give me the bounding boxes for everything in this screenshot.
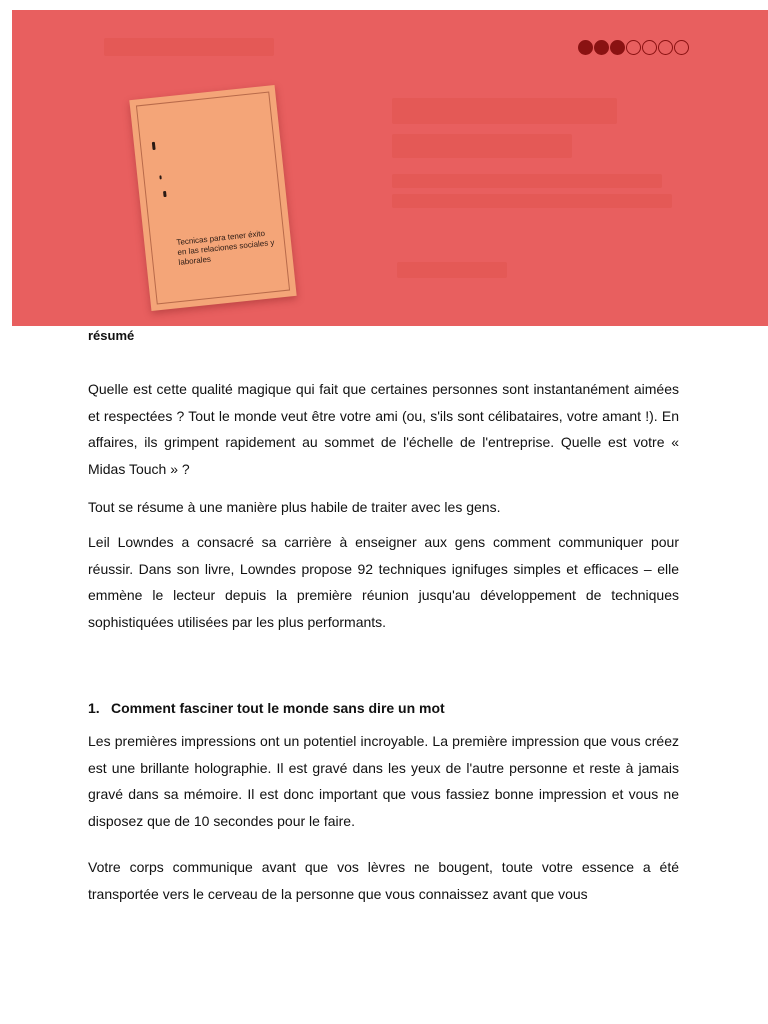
banner-ghost-text [392,98,617,124]
banner-ghost-text [392,174,662,188]
book-cover-mark [163,191,167,197]
paragraph: Leil Lowndes a consacré sa carrière à enseigner aux gens comment communiquer pour réussir. Dans son livre, Lowndes propose 92 techniques ignifuges simples et efficaces – elle emmène le lecteur depuis la première réunion jusqu'au développement de techniques sophistiquées utilisées par les plus performants. [88,534,679,630]
banner-ghost-text [392,194,672,208]
rating-dot-empty [658,40,673,55]
paragraph: Les premières impressions ont un potentiel incroyable. La première impression que vous créez est une brillante holographie. Il est gravé dans les yeux de l'autre personne et reste à jamais gravé dans sa mémoire. Il est donc important que vous fassiez bonne impression et vous ne disposez que de 10 secondes pour le faire. [88,733,679,829]
book-cover-text: Tecnicas para tener éxito en las relaciones sociales y laborales [175,228,275,267]
rating-dot-empty [626,40,641,55]
paragraph: Tout se résume à une manière plus habile de traiter avec les gens. [88,499,501,515]
rating-dot-filled [610,40,625,55]
paragraph: Votre corps communique avant que vos lèvres ne bougent, toute votre essence a été transportée vers le cerveau de la personne que vous connaissez avant que vous [88,859,679,902]
rating-dots [578,40,689,55]
banner-ghost-text [397,262,507,278]
summary-heading: résumé [88,328,135,343]
book-cover-banner [12,10,768,326]
section-title: Comment fasciner tout le monde sans dire un mot [111,700,445,716]
banner-ghost-text [392,134,572,158]
section-heading [88,699,445,717]
rating-dot-filled [578,40,593,55]
book-cover-frame [136,92,290,305]
section-number: 1. [88,700,100,716]
book-cover-mark [159,175,161,179]
paragraph: Quelle est cette qualité magique qui fait que certaines personnes sont instantanément aimées et respectées ? Tout le monde veut être votre ami (ou, s'ils sont célibataires, votre amant !). En affaires, ils grimpent rapidement au sommet de l'échelle de l'entreprise. Quelle est votre « Midas Touch » ? [88,381,679,477]
banner-ghost-text [104,38,274,56]
rating-dot-filled [594,40,609,55]
rating-dot-empty [674,40,689,55]
rating-dot-empty [642,40,657,55]
book-cover-image [129,85,296,311]
